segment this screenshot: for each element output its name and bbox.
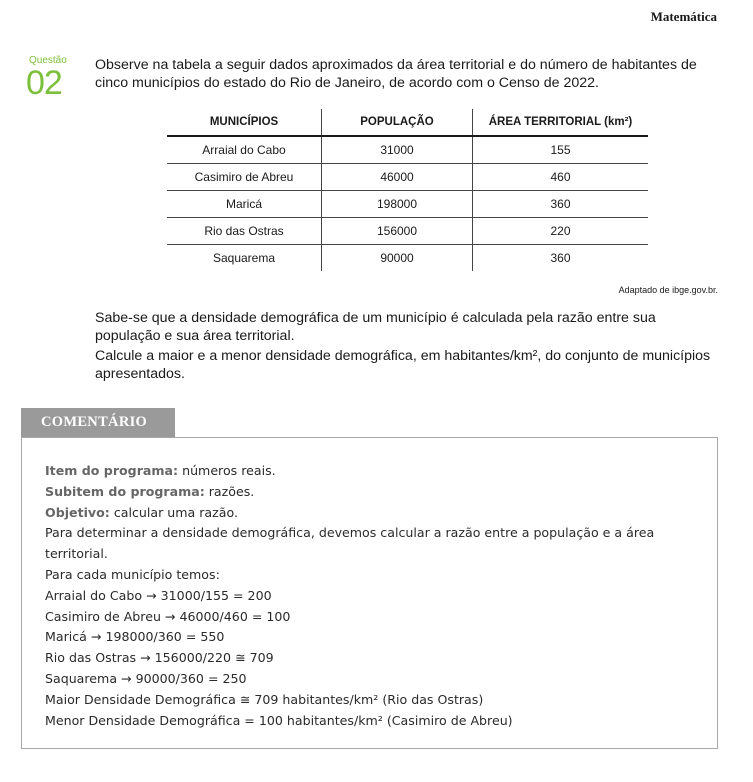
comment-body: [45, 461, 695, 731]
subitem-line: [45, 482, 695, 503]
subject-header: Matemática: [650, 9, 717, 24]
item-label: Item do programa:: [45, 463, 179, 478]
header-municipios: MUNICÍPIOS: [167, 109, 322, 136]
calc-line: Arraial do Cabo → 31000/155 = 200: [45, 587, 272, 603]
objective-label: Objetivo:: [45, 504, 110, 520]
statement-paragraph-1: Sabe-se que a densidade demográfica de um município é calculada pela razão entre sua população e sua área territorial.: [95, 310, 656, 344]
cell-populacao: 46000: [322, 164, 473, 191]
cell-municipio: Maricá: [167, 191, 322, 218]
table-source: Adaptado de ibge.gov.br.: [618, 285, 718, 295]
table-row: [167, 136, 648, 164]
cell-populacao: 156000: [322, 218, 473, 245]
question-number: 02: [26, 64, 62, 102]
explanation-line: Para determinar a densidade demográfica, devemos calcular a razão entre a população e a área territorial.: [45, 525, 655, 562]
table-row: [167, 191, 648, 218]
statement-paragraph-2: Calcule a maior e a menor densidade demográfica, em habitantes/km², do conjunto de municípios apresentados.: [95, 348, 711, 382]
table-row: [167, 245, 648, 272]
cell-municipio: Arraial do Cabo: [167, 136, 322, 164]
cell-populacao: 31000: [322, 136, 473, 164]
cell-area: 360: [473, 245, 649, 272]
header-populacao: POPULAÇÃO: [322, 109, 473, 136]
item-value: números reais.: [178, 463, 276, 478]
table-header-row: [167, 109, 648, 136]
cell-municipio: Rio das Ostras: [167, 218, 322, 245]
cell-area: 155: [473, 136, 649, 164]
intro-calc-line: Para cada município temos:: [45, 566, 220, 582]
subitem-value: razões.: [204, 483, 255, 499]
calc-line: Casimiro de Abreu → 46000/460 = 100: [45, 608, 291, 624]
subitem-label: Subitem do programa:: [45, 483, 205, 499]
cell-area: 460: [473, 164, 649, 191]
item-line: [45, 461, 695, 482]
objective-line: [45, 503, 695, 524]
cell-municipio: Casimiro de Abreu: [167, 164, 322, 191]
max-density-line: Maior Densidade Demográfica ≅ 709 habitantes/km² (Rio das Ostras): [45, 691, 484, 707]
calc-line: Maricá → 198000/360 = 550: [45, 629, 225, 645]
question-intro: Observe na tabela a seguir dados aproximados da área territorial e do número de habitantes de cinco municípios do estado do Rio de Janeiro, de acordo com o Censo de 2022.: [95, 57, 697, 91]
objective-value: calcular uma razão.: [109, 504, 238, 520]
table-row: [167, 218, 648, 245]
comment-title: COMENTÁRIO: [21, 408, 175, 437]
calc-line: Saquarema → 90000/360 = 250: [45, 670, 247, 686]
cell-area: 360: [473, 191, 649, 218]
cell-populacao: 90000: [322, 245, 473, 272]
question-label: Questão: [29, 55, 67, 66]
table-row: [167, 164, 648, 191]
data-table: [167, 109, 648, 271]
cell-populacao: 198000: [322, 191, 473, 218]
header-area: ÁREA TERRITORIAL (km²): [473, 109, 649, 136]
cell-municipio: Saquarema: [212, 251, 276, 265]
calc-line: Rio das Ostras → 156000/220 ≅ 709: [45, 650, 274, 666]
cell-area: 220: [473, 218, 649, 245]
min-density-line: Menor Densidade Demográfica = 100 habitantes/km² (Casimiro de Abreu): [45, 712, 513, 728]
